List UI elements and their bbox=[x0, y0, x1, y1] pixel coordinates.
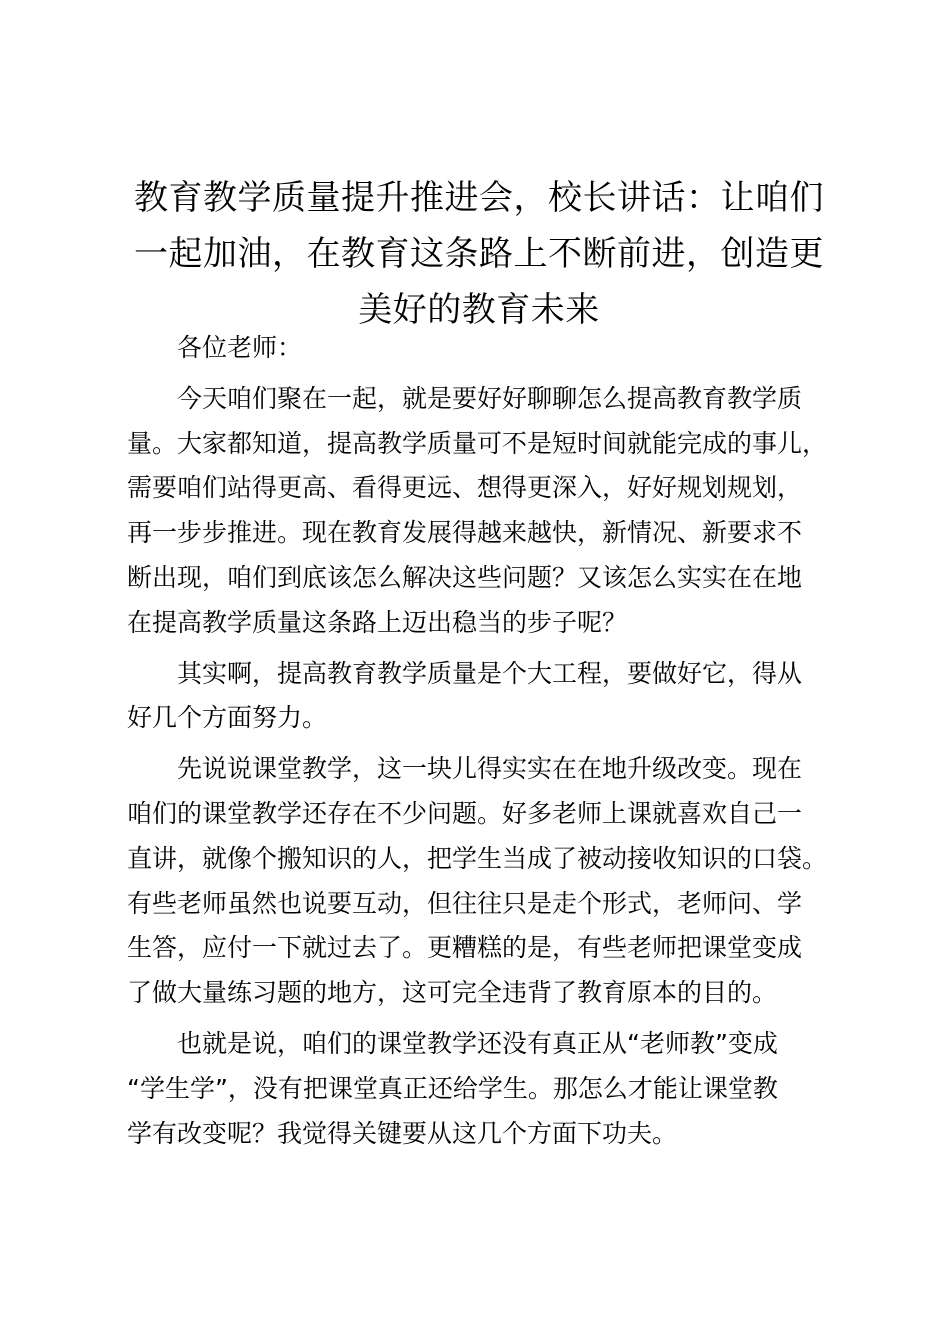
paragraph-line: 今天咱们聚在一起，就是要好好聊聊怎么提高教育教学质 bbox=[177, 383, 803, 413]
paragraph-line: 需要咱们站得更高、看得更远、想得更深入，好好规划规划， bbox=[127, 473, 803, 503]
paragraph-line: 好几个方面努力。 bbox=[127, 703, 328, 733]
paragraph-line: 学有改变呢？我觉得关键要从这几个方面下功夫。 bbox=[127, 1118, 678, 1148]
paragraph-line: 生答，应付一下就过去了。更糟糕的是，有些老师把课堂变成 bbox=[127, 933, 803, 963]
paragraph-line: 量。大家都知道，提高教学质量可不是短时间就能完成的事儿， bbox=[127, 428, 828, 458]
paragraph-line: 先说说课堂教学，这一块儿得实实在在地升级改变。现在 bbox=[177, 754, 803, 784]
document-title bbox=[122, 170, 836, 338]
body-paragraph bbox=[127, 1022, 847, 1156]
title-line: 美好的教育未来 bbox=[358, 290, 600, 330]
title-line: 教育教学质量提升推进会，校长讲话：让咱们 bbox=[134, 178, 824, 218]
paragraph-line: 其实啊，提高教育教学质量是个大工程，要做好它，得从 bbox=[177, 658, 803, 688]
paragraph-line: “学生学”，没有把课堂真正还给学生。那怎么才能让课堂教 bbox=[127, 1073, 778, 1103]
title-line: 一起加油，在教育这条路上不断前进，创造更 bbox=[134, 234, 824, 274]
paragraph-line: 也就是说，咱们的课堂教学还没有真正从“老师教”变成 bbox=[177, 1028, 778, 1058]
body-paragraph bbox=[127, 652, 847, 742]
salutation-paragraph bbox=[127, 326, 847, 371]
paragraph-line: 在提高教学质量这条路上迈出稳当的步子呢？ bbox=[127, 607, 628, 637]
paragraph-line: 直讲，就像个搬知识的人，把学生当成了被动接收知识的口袋。 bbox=[127, 843, 828, 873]
body-paragraph bbox=[127, 747, 847, 1016]
paragraph-line: 再一步步推进。现在教育发展得越来越快，新情况、新要求不 bbox=[127, 518, 803, 548]
paragraph-line: 咱们的课堂教学还存在不少问题。好多老师上课就喜欢自己一 bbox=[127, 798, 803, 828]
paragraph-line: 有些老师虽然也说要互动，但往往只是走个形式，老师问、学 bbox=[127, 888, 803, 918]
paragraph-line: 各位老师： bbox=[177, 333, 303, 362]
body-paragraph bbox=[127, 377, 847, 646]
paragraph-line: 了做大量练习题的地方，这可完全违背了教育原本的目的。 bbox=[127, 978, 778, 1008]
paragraph-line: 断出现，咱们到底该怎么解决这些问题？又该怎么实实在在地 bbox=[127, 562, 803, 592]
document-body bbox=[127, 326, 847, 1162]
